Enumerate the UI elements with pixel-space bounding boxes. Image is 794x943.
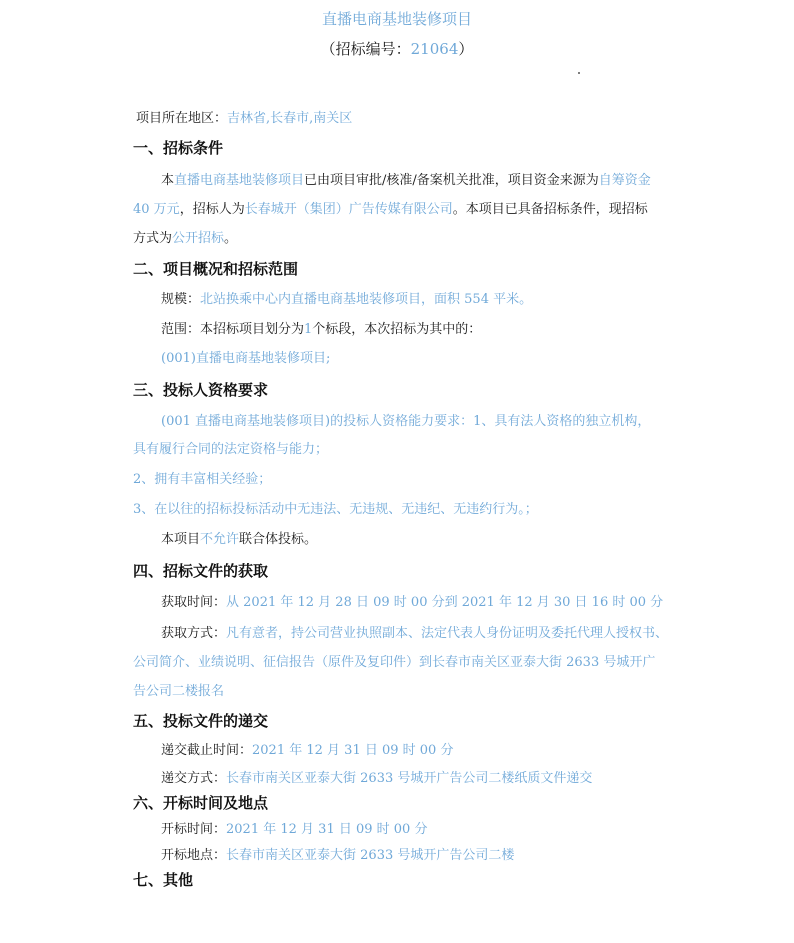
section-heading-document-acquisition: 四、招标文件的获取 [133,562,269,580]
section-heading-bid-opening: 六、开标时间及地点 [133,794,269,812]
bid-number-value: 21064 [410,40,459,58]
section-heading-bid-submission: 五、投标文件的递交 [133,712,269,730]
qualification-line-2: 具有履行合同的法定资格与能力； [133,442,329,457]
tender-conditions-line-3: 方式为公开招标。 [133,231,238,246]
tender-conditions-line-2: 40 万元，招标人为长春城开（集团）广告传媒有限公司。本项目已具备招标条件，现招标 [133,202,648,217]
project-scale: 规模：北站换乘中心内直播电商基地装修项目，面积 554 平米。 [161,292,533,307]
document-title: 直播电商基地装修项目 [321,10,472,28]
consortium-rule: 本项目不允许联合体投标。 [161,532,318,547]
section-heading-project-overview: 二、项目概况和招标范围 [133,260,299,278]
region-value: 吉林省,长春市,南关区 [227,111,353,126]
submission-deadline: 递交截止时间：2021 年 12 月 31 日 09 时 00 分 [161,743,454,758]
acquisition-method-line-2: 公司简介、业绩说明、征信报告（原件及复印件）到长春市南关区亚泰大街 2633 号城开广 [133,655,656,670]
qualification-line-3: 2、拥有丰富相关经验； [133,472,272,487]
project-region: 项目所在地区：吉林省,长春市,南关区 [136,111,353,126]
acquisition-method-line-1: 获取方式：凡有意者，持公司营业执照副本、法定代表人身份证明及委托代理人授权书、 [161,626,669,641]
opening-place: 开标地点：长春市南关区亚泰大街 2633 号城开广告公司二楼 [161,848,515,863]
project-scope: 范围：本招标项目划分为1个标段，本次招标为其中的： [161,322,482,337]
bid-number: （招标编号：21064） [320,40,474,58]
qualification-line-4: 3、在以往的招标投标活动中无违法、无违规、无违纪、无违约行为。； [133,502,538,517]
tender-conditions-line-1: 本直播电商基地装修项目已由项目审批/核准/备案机关批准，项目资金来源为自筹资金 [161,173,651,188]
section-heading-other: 七、其他 [133,871,194,889]
project-lot: (001)直播电商基地装修项目; [161,351,331,366]
submission-method: 递交方式：长春市南关区亚泰大街 2633 号城开广告公司二楼纸质文件递交 [161,771,593,786]
opening-time: 开标时间：2021 年 12 月 31 日 09 时 00 分 [161,822,428,837]
section-heading-tender-conditions: 一、招标条件 [133,139,224,157]
section-heading-bidder-qualifications: 三、投标人资格要求 [133,381,269,399]
acquisition-time: 获取时间：从 2021 年 12 月 28 日 09 时 00 分到 2021 年 12 月 30 日 16 时 00 分 [161,595,664,610]
qualification-line-1: (001 直播电商基地装修项目)的投标人资格能力要求：1、具有法人资格的独立机构， [161,414,651,429]
scan-speck [578,72,580,74]
acquisition-method-line-3: 告公司二楼报名 [133,684,225,699]
